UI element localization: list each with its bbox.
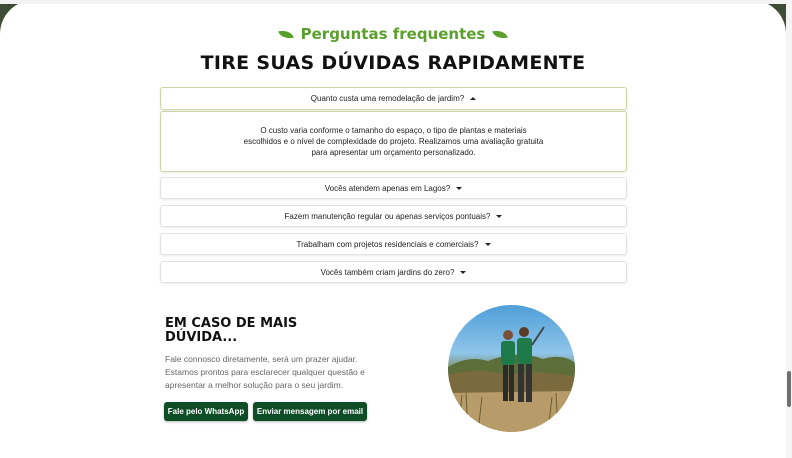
caret-down-icon <box>496 215 502 218</box>
faq-question-5[interactable] <box>160 261 627 283</box>
caret-down-icon <box>456 187 462 190</box>
caret-up-icon <box>470 97 476 100</box>
faq-heading: TIRE SUAS DÚVIDAS RAPIDAMENTE <box>200 52 586 74</box>
scrollbar-thumb[interactable] <box>787 371 791 407</box>
faq-answer-text: O custo varia conforme o tamanho do espaço, o tipo de plantas e materiais escolhidos e o nível de complexidade do projeto. Realizamos uma avaliação gratuita para apresentar um orçamento personalizado. <box>243 126 544 157</box>
faq-question-4[interactable] <box>160 233 627 255</box>
contact-title: EM CASO DE MAIS DÚVIDA... <box>165 316 298 345</box>
faq-question-2[interactable] <box>160 177 627 199</box>
caret-down-icon <box>485 243 491 246</box>
email-button[interactable]: Enviar mensagem por email <box>253 402 367 421</box>
contact-text: Fale connosco diretamente, será um prazer ajudar. Estamos prontos para esclarecer qualquer questão e apresentar a melhor solução para o seu jardim. <box>165 354 365 390</box>
leaf-icon <box>493 28 508 39</box>
faq-question-text: Vocês também criam jardins do zero? <box>320 267 455 277</box>
faq-answer-1 <box>160 111 627 172</box>
top-bar <box>0 0 792 4</box>
whatsapp-button[interactable]: Fale pelo WhatsApp <box>164 402 248 421</box>
faq-question-text: Vocês atendem apenas em Lagos? <box>324 183 451 193</box>
faq-question-text: Fazem manutenção regular ou apenas serviços pontuais? <box>284 211 491 221</box>
faq-question-text: Trabalham com projetos residenciais e comerciais? <box>296 239 479 249</box>
faq-question-1[interactable] <box>160 87 627 110</box>
faq-eyebrow <box>0 25 786 43</box>
faq-question-text: Quanto custa uma remodelação de jardim? <box>310 94 465 103</box>
gardeners-illustration <box>448 305 575 432</box>
team-photo <box>448 305 575 432</box>
faq-question-3[interactable] <box>160 205 627 227</box>
caret-down-icon <box>460 271 466 274</box>
leaf-icon <box>278 28 293 39</box>
eyebrow-text: Perguntas frequentes <box>300 25 486 43</box>
